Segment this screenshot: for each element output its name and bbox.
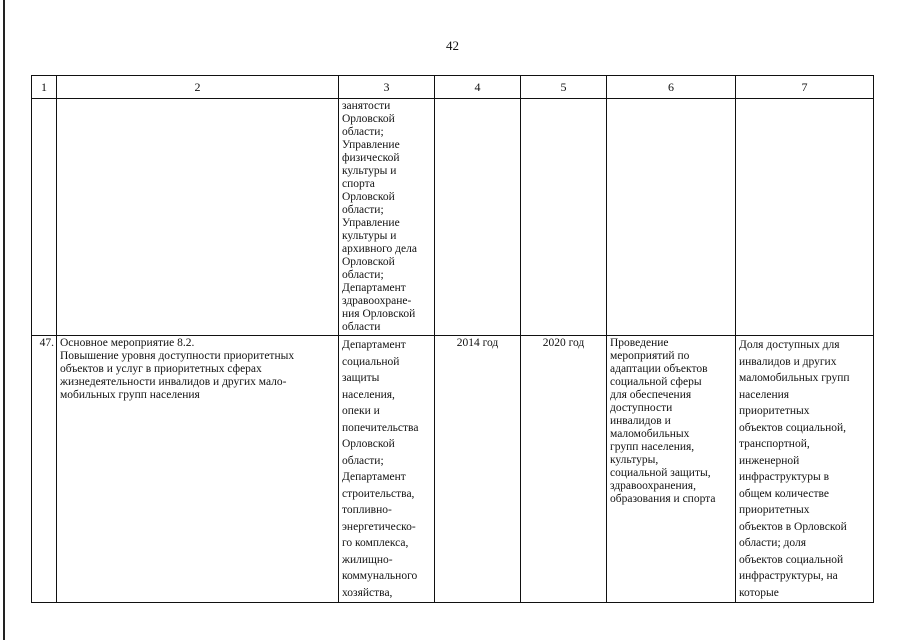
start-year-cell: 2014 год [435, 336, 521, 603]
row-number-cell [32, 99, 57, 336]
header-cell: 7 [736, 76, 874, 99]
expected-result-cell: Проведение мероприятий по адаптации объектов социальной сферы для обеспечения доступности инвалидов и маломобильных групп населения, культуры, социальной защиты, здравоохранения, образования и спорта [607, 336, 736, 603]
start-year-cell [435, 99, 521, 336]
executors-cell: Департамент социальной защиты населения, опеки и попечительства Орловской области; Департамент строительства, топливно- энергетическо- го комплекса, жилищно- коммунального хозяйства, [339, 336, 435, 603]
indicator-cell: Доля доступных для инвалидов и других маломобильных групп населения приоритетных объектов социальной, транспортной, инженерной инфраструктуры в общем количестве приоритетных объектов в Орловской области; доля объектов социальной инфраструктуры, на которые [736, 336, 874, 603]
header-cell: 3 [339, 76, 435, 99]
header-cell: 1 [32, 76, 57, 99]
table-row [32, 336, 874, 603]
end-year-cell [521, 99, 607, 336]
executors-cell: занятости Орловской области; Управление физической культуры и спорта Орловской области; Управление культуры и архивного дела Орловской области; Департамент здравоохране- ния Орловской области [339, 99, 435, 336]
page-number: 42 [446, 38, 459, 53]
table-row [32, 99, 874, 336]
program-measures-table [31, 75, 874, 603]
measure-cell [57, 336, 339, 603]
header-cell: 2 [57, 76, 339, 99]
measure-cell [57, 99, 339, 336]
row-number-cell: 47. [32, 336, 57, 603]
end-year-cell: 2020 год [521, 336, 607, 603]
expected-result-cell [607, 99, 736, 336]
measure-description: Повышение уровня доступности приоритетных объектов и услуг в приоритетных сферах жизнедеятельности инвалидов и других мало- мобильных групп населения [60, 350, 295, 401]
header-cell: 4 [435, 76, 521, 99]
measure-title: Основное мероприятие 8.2. [60, 337, 195, 349]
indicator-cell [736, 99, 874, 336]
header-cell: 6 [607, 76, 736, 99]
page-left-edge-line [3, 0, 5, 640]
header-cell: 5 [521, 76, 607, 99]
table-header-row [32, 76, 874, 99]
